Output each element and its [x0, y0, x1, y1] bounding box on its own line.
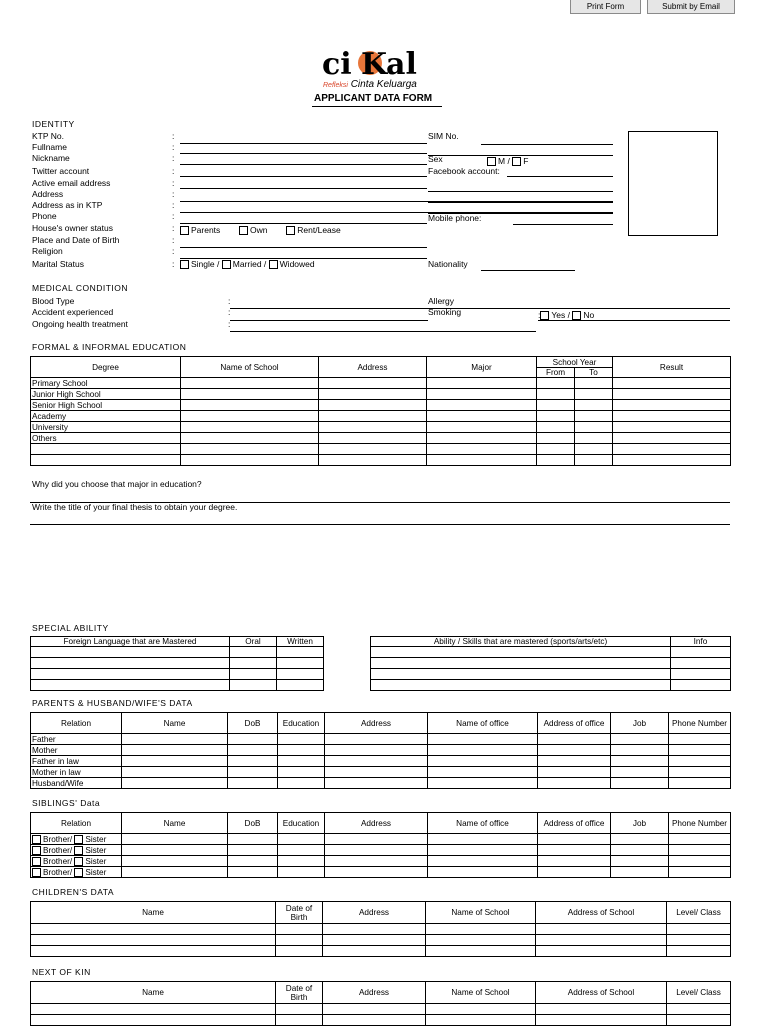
identity-heading: IDENTITY — [32, 119, 75, 129]
kin-table: Name Date of Birth Address Name of School Address of School Level/ Class — [30, 981, 731, 1026]
skills-table: Ability / Skills that are mastered (sports/arts/etc) Info — [370, 636, 731, 691]
form-title: APPLICANT DATA FORM — [314, 93, 433, 104]
marital-widowed-checkbox[interactable] — [269, 260, 278, 269]
sex-label: Sex — [428, 154, 443, 164]
sister-checkbox[interactable] — [74, 846, 83, 855]
parents-heading: PARENTS & HUSBAND/WIFE'S DATA — [32, 698, 193, 708]
facebook-label: Facebook account: — [428, 166, 500, 176]
smoking-label: Smoking — [428, 307, 462, 317]
education-heading: FORMAL & INFORMAL EDUCATION — [32, 342, 187, 352]
identity-label: Place and Date of Birth — [32, 235, 120, 245]
sister-checkbox[interactable] — [74, 868, 83, 877]
sim-label: SIM No. — [428, 131, 459, 141]
brother-checkbox[interactable] — [32, 868, 41, 877]
sex-female-label: F — [523, 156, 529, 166]
identity-label: Active email address — [32, 178, 111, 188]
sex-female-checkbox[interactable] — [512, 157, 521, 166]
sister-checkbox[interactable] — [74, 857, 83, 866]
brother-checkbox[interactable] — [32, 857, 41, 866]
identity-label: Fullname — [32, 142, 67, 152]
identity-label: KTP No. — [32, 131, 64, 141]
marital-single-checkbox[interactable] — [180, 260, 189, 269]
children-heading: CHILDREN'S DATA — [32, 887, 115, 897]
table-row: Others — [31, 433, 731, 444]
nationality-label: Nationality — [428, 259, 468, 269]
siblings-table: Relation Name DoB Education Address Name of office Address of office Job Phone Number Brother/ Sister Brother/ Sister Brother/ Sister Brother/ Sister — [30, 812, 731, 878]
table-row: Brother/ Sister — [31, 867, 731, 878]
owner-parents-checkbox[interactable] — [180, 226, 189, 235]
health-treatment-label: Ongoing health treatment — [32, 319, 128, 329]
table-row: Father — [31, 734, 731, 745]
submit-by-email-button[interactable]: Submit by Email — [647, 0, 735, 14]
identity-input-line[interactable] — [180, 164, 427, 165]
photo-box[interactable] — [628, 131, 718, 236]
table-row: Husband/Wife — [31, 778, 731, 789]
logo-tagline: Refleksi Cinta Keluarga — [323, 79, 417, 90]
table-row: Mother in law — [31, 767, 731, 778]
identity-label: Twitter account — [32, 166, 90, 176]
identity-input-line[interactable] — [180, 188, 427, 189]
special-heading: SPECIAL ABILITY — [32, 623, 109, 633]
svg-text:ci: ci — [322, 47, 352, 82]
owner-rent-checkbox[interactable] — [286, 226, 295, 235]
brother-checkbox[interactable] — [32, 835, 41, 844]
sister-checkbox[interactable] — [74, 835, 83, 844]
medical-heading: MEDICAL CONDITION — [32, 283, 129, 293]
identity-input-line[interactable] — [180, 223, 427, 224]
identity-label: Religion — [32, 246, 63, 256]
major-question: Why did you choose that major in education? — [32, 479, 202, 489]
kin-heading: NEXT OF KIN — [32, 967, 91, 977]
sex-male-label: M / — [498, 156, 510, 166]
parents-table: Relation Name DoB Education Address Name of office Address of office Job Phone Number Father Mother Father in law Mother in law Husband/Wife — [30, 712, 731, 789]
language-table: Foreign Language that are Mastered Oral Written — [30, 636, 324, 691]
identity-input-line[interactable] — [180, 176, 427, 177]
allergy-label: Allergy — [428, 296, 454, 306]
marital-married-checkbox[interactable] — [222, 260, 231, 269]
identity-input-line[interactable] — [180, 143, 427, 144]
identity-label: Address — [32, 189, 64, 199]
identity-input-line[interactable] — [180, 247, 427, 248]
table-row — [31, 455, 731, 466]
education-table: Degree Name of School Address Major School Year Result From To Primary School Junior High School Senior High School Academy University Others — [30, 356, 731, 466]
thesis-question: Write the title of your final thesis to obtain your degree. — [32, 502, 238, 512]
table-row: University — [31, 422, 731, 433]
smoking-yes-checkbox[interactable] — [540, 311, 549, 320]
table-row: Father in law — [31, 756, 731, 767]
mobile-label: Mobile phone: — [428, 213, 482, 223]
identity-label: Nickname — [32, 153, 70, 163]
identity-label: House's owner status — [32, 223, 113, 233]
svg-text:al: al — [386, 47, 417, 82]
identity-label: Address as in KTP — [32, 200, 103, 210]
print-form-button[interactable]: Print Form — [570, 0, 641, 14]
blood-type-label: Blood Type — [32, 296, 75, 306]
table-row: Brother/ Sister — [31, 845, 731, 856]
siblings-heading: SIBLINGS' Data — [32, 798, 101, 808]
table-row: Brother/ Sister — [31, 834, 731, 845]
svg-text:K: K — [361, 47, 388, 82]
children-table: Name Date of Birth Address Name of School Address of School Level/ Class — [30, 901, 731, 957]
identity-input-line[interactable] — [180, 153, 427, 154]
table-row — [31, 444, 731, 455]
owner-own-checkbox[interactable] — [239, 226, 248, 235]
identity-label: Phone — [32, 211, 57, 221]
brother-checkbox[interactable] — [32, 846, 41, 855]
table-row: Junior High School — [31, 389, 731, 400]
accident-label: Accident experienced — [32, 307, 114, 317]
smoking-no-checkbox[interactable] — [572, 311, 581, 320]
table-row: Mother — [31, 745, 731, 756]
sex-male-checkbox[interactable] — [487, 157, 496, 166]
table-row: Academy — [31, 411, 731, 422]
table-row: Brother/ Sister — [31, 856, 731, 867]
table-row: Senior High School — [31, 400, 731, 411]
table-row: Primary School — [31, 378, 731, 389]
identity-label: Marital Status — [32, 259, 84, 269]
